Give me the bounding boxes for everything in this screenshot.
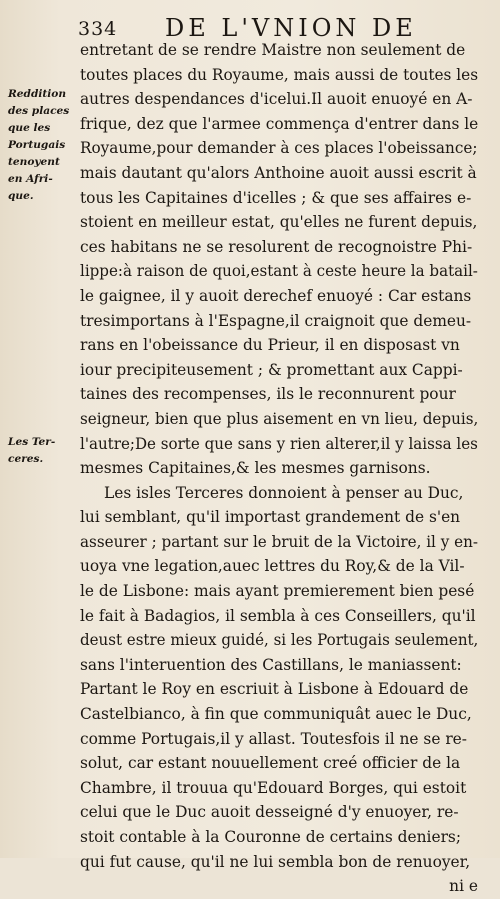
text-line: tous les Capitaines d'icelles ; & que ses affaires e- [80,188,472,207]
text-line: seigneur, bien que plus aisement en vn lieu, depuis, [80,409,479,428]
text-line: Chambre, il trouua qu'Edouard Borges, qui estoit [80,778,467,797]
text-line: qui fut cause, qu'il ne lui sembla bon de renuoyer, [80,852,471,871]
text-line: comme Portugais,il y allast. Toutesfois il ne se re- [80,729,467,748]
main-text [80,38,478,899]
text-line: ces habitans ne se resolurent de recognoistre Phi- [80,237,473,256]
margin-note-line: Portugais [8,139,66,151]
text-line: entretant de se rendre Maistre non seulement de [80,41,466,59]
margin-note-line: Reddition [8,88,67,100]
text-line: le gaignee, il y auoit derechef enuoyé : Car estans [80,286,472,305]
running-title: DE L'VNION DE [165,14,417,42]
catchword: ni e [449,877,478,896]
text-line: rans en l'obeissance du Prieur, il en disposast vn [80,336,460,355]
text-line: mais dautant qu'alors Anthoine auoit aussi escrit à [80,163,477,182]
text-line: lui semblant, qu'il importast grandement de s'en [80,508,461,527]
text-line: stoient en meilleur estat, qu'elles ne furent depuis, [80,213,478,232]
margin-note-line: Les Ter- [8,436,56,448]
text-line: taines des recompenses, ils le reconnurent pour [80,385,456,404]
margin-note-reddition [8,86,76,205]
text-line: mesmes Capitaines,& les mesmes garnisons. [80,459,431,478]
margin-note-line: tenoyent [8,156,60,168]
margin-note-line: en Afri- [8,173,53,185]
text-line: celui que le Duc auoit desseigné d'y enuoyer, re- [80,803,459,822]
text-line: le fait à Badagios, il sembla à ces Conseillers, qu'il [80,606,476,625]
text-line: Royaume,pour demander à ces places l'obeissance; [80,139,478,158]
text-line: uoya vne legation,auec lettres du Roy,& de la Vil- [80,557,465,576]
margin-note-line: ceres. [8,453,44,465]
text-line: le de Lisbone: mais ayant premierement bien pesé [80,582,475,601]
text-line: toutes places du Royaume, mais aussi de toutes les [80,65,479,84]
text-line: iour precipiteusement ; & promettant aux Cappi- [80,360,463,379]
text-line: Castelbianco, à fin que communiquât auec le Duc, [80,705,472,724]
text-line: lippe:à raison de quoi,estant à ceste heure la batail- [80,262,478,281]
margin-note-line: que. [8,190,34,202]
text-line: sans l'interuention des Castillans, le maniassent: [80,655,462,674]
text-line: tresimportans à l'Espagne,il craignoit que demeu- [80,311,472,330]
text-line: deust estre mieux guidé, si les Portugais seulement, [80,631,479,650]
text-line: solut, car estant nouuellement creé officier de la [80,754,461,773]
text-line: asseurer ; partant sur le bruit de la Victoire, il y en- [80,532,478,551]
margin-note-terceres [8,434,76,468]
text-line: l'autre;De sorte que sans y rien alterer,il y laissa les [80,434,478,453]
text-line: frique, dez que l'armee commença d'entrer dans le [80,114,479,133]
text-line: stoit contable à la Couronne de certains deniers; [80,828,462,846]
margin-note-line: que les [8,122,51,134]
margin-note-line: des places [8,105,70,117]
page-number: 334 [78,18,118,40]
text-line: autres despendances d'icelui.Il auoit enuoyé en A- [80,90,473,109]
text-line: Partant le Roy en escriuit à Lisbone à Edouard de [80,680,469,699]
text-line: Les isles Terceres donnoient à penser au Duc, [104,483,464,502]
